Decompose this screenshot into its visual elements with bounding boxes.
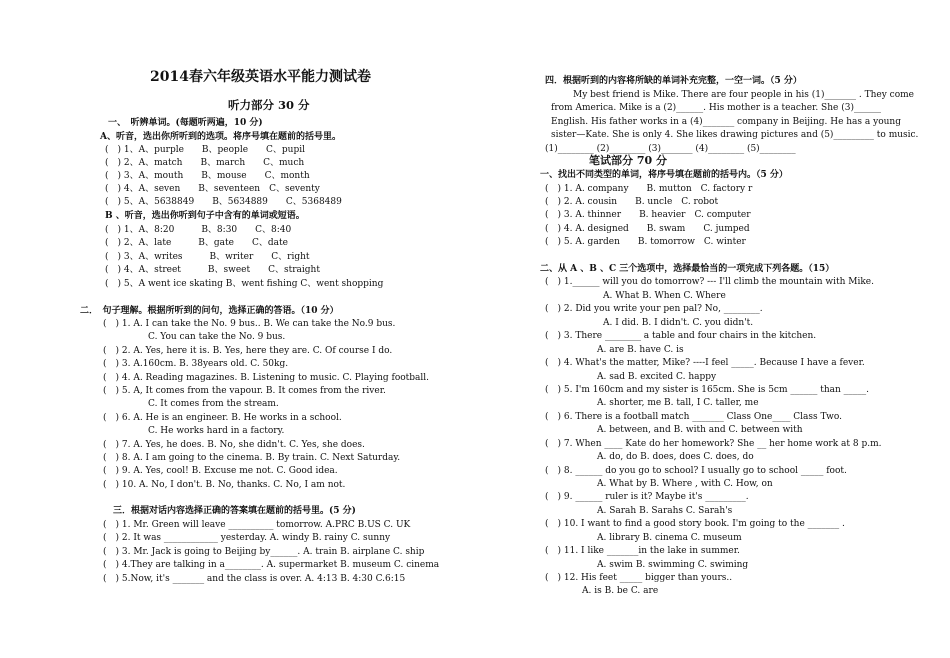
question-options: A. What by B. Where , with C. How, on	[597, 479, 773, 489]
question-options: A. are B. have C. is	[597, 345, 684, 355]
question-item: ( ) 4. A. designed B. swam C. jumped	[545, 224, 750, 234]
question-item: ( ) 4. What's the matter, Mike? ----I feel _____. Because I have a fever.	[545, 358, 865, 368]
question-item: ( ) 4、A、seven B、seventeen C、seventy	[105, 184, 320, 194]
question-option-line: C. It comes from the stream.	[148, 399, 279, 409]
question-item: ( ) 3. A. thinner B. heavier C. computer	[545, 210, 751, 220]
question-item: ( ) 5.Now, it's _______ and the class is over. A. 4:13 B. 4:30 C.6:15	[103, 574, 406, 584]
question-item: ( ) 5. I'm 160cm and my sister is 165cm. She is 5cm ______ than _____.	[545, 385, 870, 395]
question-item: ( ) 3、A、mouth B、mouse C、month	[105, 171, 310, 181]
question-item: ( ) 1. A. I can take the No. 9 bus.. B. We can take the No.9 bus.	[103, 319, 396, 329]
question-options: A. Sarah B. Sarahs C. Sarah's	[597, 506, 733, 516]
question-item: ( ) 8. A. I am going to the cinema. B. By train. C. Next Saturday.	[103, 453, 401, 463]
question-item: ( ) 5. A. garden B. tomorrow C. winter	[545, 237, 746, 247]
question-options: A. I did. B. I didn't. C. you didn't.	[603, 318, 754, 328]
exam-title: 2014春六年级英语水平能力测试卷	[150, 69, 371, 85]
question-item: ( ) 6. A. He is an engineer. B. He works in a school.	[103, 413, 342, 423]
question-item: ( ) 1. Mr. Green will leave __________ tomorrow. A.PRC B.US C. UK	[103, 520, 411, 530]
question-item: ( ) 1.______ will you do tomorrow? --- I'll climb the mountain with Mike.	[545, 277, 874, 287]
answer-blanks: (1)________ (2)________ (3)_______ (4)________ (5)________	[545, 144, 796, 154]
written2-heading: 二、从 A 、B 、C 三个选项中，选择最恰当的一项完成下列各题。（15）	[540, 264, 835, 274]
question-item: ( ) 2、A、late B、gate C、date	[105, 238, 288, 248]
section1a-heading: A、听音，选出你所听到的选项。将序号填在题前的括号里。	[100, 132, 341, 142]
question-option-line: C. You can take the No. 9 bus.	[148, 332, 286, 342]
question-item: ( ) 3. Mr. Jack is going to Beijing by______. A. train B. airplane C. ship	[103, 547, 425, 557]
question-item: ( ) 7. A. Yes, he does. B. No, she didn't. C. Yes, she does.	[103, 440, 365, 450]
question-item: ( ) 11. I like _______in the lake in summer.	[545, 546, 740, 556]
question-item: ( ) 3. A.160cm. B. 38years old. C. 50kg.	[103, 359, 289, 369]
question-options: A. What B. When C. Where	[603, 291, 726, 301]
question-item: ( ) 1. A. company B. mutton C. factory r	[545, 184, 753, 194]
question-item: ( ) 4. A. Reading magazines. B. Listening to music. C. Playing football.	[103, 373, 430, 383]
question-options: A. do, do B. does, does C. does, do	[597, 452, 754, 462]
section2-heading: 二． 句子理解。根据所听到的问句，选择正确的答语。（10 分）	[80, 306, 339, 316]
question-options: A. sad B. excited C. happy	[597, 372, 717, 382]
written1-heading: 一、找出不同类型的单词，将序号填在题前的括号内。（5 分）	[540, 170, 788, 180]
question-item: ( ) 2、A、match B、march C、much	[105, 158, 305, 168]
question-item: ( ) 5、A、5638849 B、5634889 C、5368489	[105, 197, 342, 207]
question-item: ( ) 1、A、8:20 B、8:30 C、8:40	[105, 225, 292, 235]
section1b-heading: B 、听音，选出你听到句子中含有的单词或短语。	[105, 211, 305, 221]
question-item: ( ) 2. A. cousin B. uncle C. robot	[545, 197, 719, 207]
question-item: ( ) 5. A, It comes from the vapour. B. It comes from the river.	[103, 386, 386, 396]
question-item: ( ) 9. A. Yes, cool! B. Excuse me not. C. Good idea.	[103, 466, 338, 476]
section3-heading: 三．根据对话内容选择正确的答案填在题前的括号里。(5 分)	[113, 506, 356, 516]
question-item: ( ) 6. There is a football match _______ Class One____ Class Two.	[545, 412, 842, 422]
section1-heading: 一、 听辨单词。(每题听两遍，10 分)	[108, 118, 263, 128]
passage-line: My best friend is Mike. There are four people in his (1)_______ . They come	[573, 90, 914, 100]
question-item: ( ) 5、A went ice skating B、went fishing C、went shopping	[105, 279, 384, 289]
question-options: A. between, and B. with and C. between with	[597, 425, 803, 435]
passage-line: from America. Mike is a (2)______. His mother is a teacher. She (3)______	[551, 103, 881, 113]
listening-section-header: 听力部分 30 分	[228, 98, 310, 112]
question-item: ( ) 8. ______ do you go to school? I usually go to school _____ foot.	[545, 466, 847, 476]
question-item: ( ) 10. A. No, I don't. B. No, thanks. C. No, I am not.	[103, 480, 346, 490]
question-item: ( ) 1、A、purple B、people C、pupil	[105, 145, 305, 155]
question-options: A. shorter, me B. tall, I C. taller, me	[597, 398, 759, 408]
section4-heading: 四．根据听到的内容将所缺的单词补充完整，一空一词。（5 分）	[545, 76, 802, 86]
question-item: ( ) 3、A、writes B、writer C、right	[105, 252, 310, 262]
question-option-line: C. He works hard in a factory.	[148, 426, 285, 436]
question-item: ( ) 2. A. Yes, here it is. B. Yes, here they are. C. Of course I do.	[103, 346, 393, 356]
question-item: ( ) 4.They are talking in a________. A. supermarket B. museum C. cinema	[103, 560, 440, 570]
question-item: ( ) 2. Did you write your pen pal? No, ________.	[545, 304, 763, 314]
question-item: ( ) 3. There ________ a table and four chairs in the kitchen.	[545, 331, 817, 341]
question-item: ( ) 10. I want to find a good story book. I'm going to the _______ .	[545, 519, 845, 529]
question-item: ( ) 2. It was ____________ yesterday. A. windy B. rainy C. sunny	[103, 533, 391, 543]
passage-line: English. His father works in a (4)_______ company in Beijing. He has a young	[551, 117, 901, 127]
passage-line: sister—Kate. She is only 4. She likes drawing pictures and (5)_________ to music.	[551, 130, 919, 140]
question-item: ( ) 12. His feet _____ bigger than yours..	[545, 573, 733, 583]
question-options: A. swim B. swimming C. swiming	[597, 560, 749, 570]
question-item: ( ) 7. When ____ Kate do her homework? She __ her home work at 8 p.m.	[545, 439, 882, 449]
question-item: ( ) 4、A、street B、sweet C、straight	[105, 265, 320, 275]
question-item: ( ) 9. ______ ruler is it? Maybe it's _________.	[545, 492, 749, 502]
question-options: A. is B. be C. are	[582, 586, 659, 596]
question-options: A. library B. cinema C. museum	[597, 533, 742, 543]
written-section-header: 笔试部分 70 分	[589, 154, 667, 167]
